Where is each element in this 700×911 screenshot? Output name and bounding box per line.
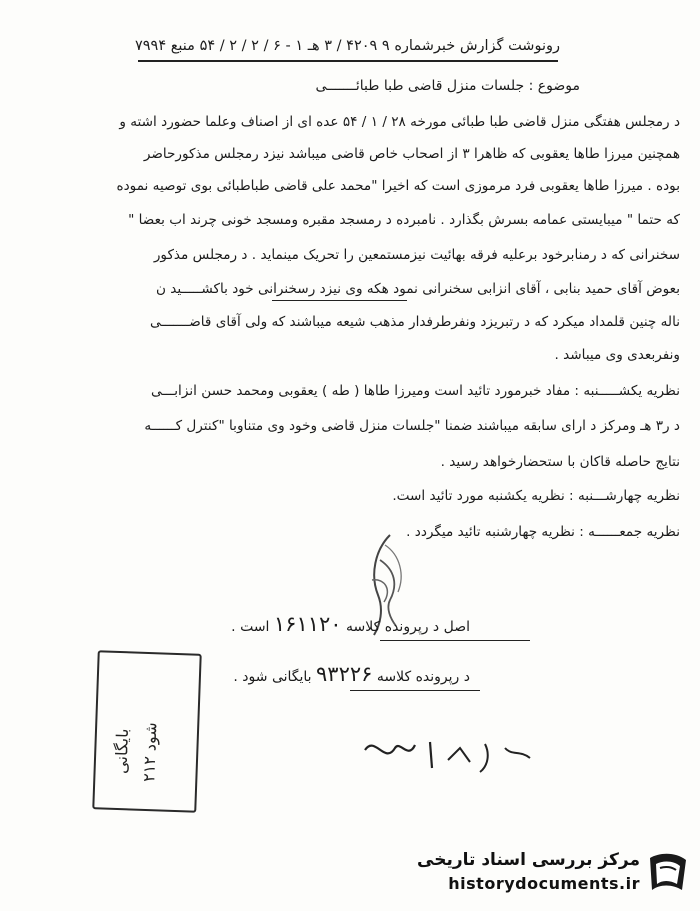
body-line: که حتما " میبایستی عمامه بسرش بگذارد . نامبرده د رمسجد مقبره ومسجد خونی چرند اب بعضا " bbox=[128, 212, 680, 228]
history-documents-logo-icon bbox=[646, 850, 690, 896]
body-line: نظریه چهارشـــنبه : نظریه یکشنبه مورد تائید است. bbox=[392, 488, 680, 504]
body-line: د رمجلس هفتگی منزل قاضی طبا طبائی مورخه ۲۸ / ۱ / ۵۴ عده ای از اصناف وعلما حضورد اشته و bbox=[119, 114, 680, 130]
body-line: نظریه یکشـــــنبه : مفاد خبرمورد تائید است ومیرزا طاها ( طه ) یعقوبی ومحمد حسن انزابـــی bbox=[151, 383, 680, 399]
filing-copy-underline bbox=[350, 690, 480, 691]
watermark-persian: مرکز بررسی اسناد تاریخی bbox=[417, 850, 640, 870]
body-line: ناله چنین قلمداد میکرد که د رتبریزد ونفرطرفدار مذهب شیعه میباشند که ولی آقای قاضـــــــی bbox=[150, 314, 680, 330]
report-subject: موضوع : جلسات منزل قاضی طبا طبائـــــــی bbox=[315, 78, 580, 94]
body-line: سخنرانی که د رمنابرخود برعلیه فرقه بهائیت نیزمستمعین را تحریک مینماید . د رمجلس مذکور bbox=[153, 247, 680, 263]
body-line: ونفربعدی وی میباشد . bbox=[554, 347, 680, 363]
filing-original-underline bbox=[380, 640, 530, 641]
filing-original-label: اصل د رپرونده کلاسه bbox=[346, 619, 470, 635]
underline-mark bbox=[272, 300, 407, 301]
body-line: نظریه جمعــــــه : نظریه چهارشنبه تائید میگردد . bbox=[406, 524, 680, 540]
filing-copy-number: ۹۳۲۲۶ bbox=[316, 662, 373, 686]
report-title: رونوشت گزارش خبرشماره ۹ ۴۲۰۹ / ۳ هـ ۱ - ۶ / ۲ / ۲ / ۵۴ منبع ۷۹۹۴ bbox=[134, 38, 560, 54]
body-line: بوده . میرزا طاها یعقوبی فرد مرموزی است که اخیرا "محمد علی قاضی طباطبائی بوی توصیه نموده bbox=[116, 178, 680, 194]
filing-copy bbox=[233, 662, 470, 686]
watermark-logo bbox=[400, 848, 690, 898]
filing-original bbox=[231, 612, 470, 636]
watermark-url: historydocuments.ir bbox=[448, 874, 640, 893]
filing-copy-label: د رپرونده کلاسه bbox=[376, 669, 470, 685]
body-line: نتایج حاصله قاکان با ستحضارخواهد رسید . bbox=[440, 454, 680, 470]
signature bbox=[360, 730, 540, 780]
body-line: همچنین میرزا طاها یعقوبی که ظاهرا ۳ از اصحاب خاص قاضی میباشد نیزد رمجلس مذکورحاضر bbox=[143, 146, 680, 162]
body-line: د ر۳ هـ ومرکز د ارای سابقه میباشند ضمنا "جلسات منزل قاضی وخود وی متناوبا "کنترل کــــــه bbox=[144, 418, 680, 434]
archive-stamp bbox=[92, 650, 201, 813]
title-underline bbox=[138, 60, 558, 62]
filing-original-suffix: است . bbox=[231, 619, 270, 635]
filing-original-number: ۱۶۱۱۲۰ bbox=[273, 612, 342, 636]
body-line: بعوض آقای حمید بنابی ، آقای انزابی سخنرانی نمود هکه وی نیزد رسخنرانی خود باکشـــــید ن bbox=[155, 281, 680, 297]
filing-copy-suffix: بایگانی شود . bbox=[233, 669, 312, 685]
archive-stamp-text: بایگانی شود ۲۱۲ bbox=[111, 721, 161, 783]
